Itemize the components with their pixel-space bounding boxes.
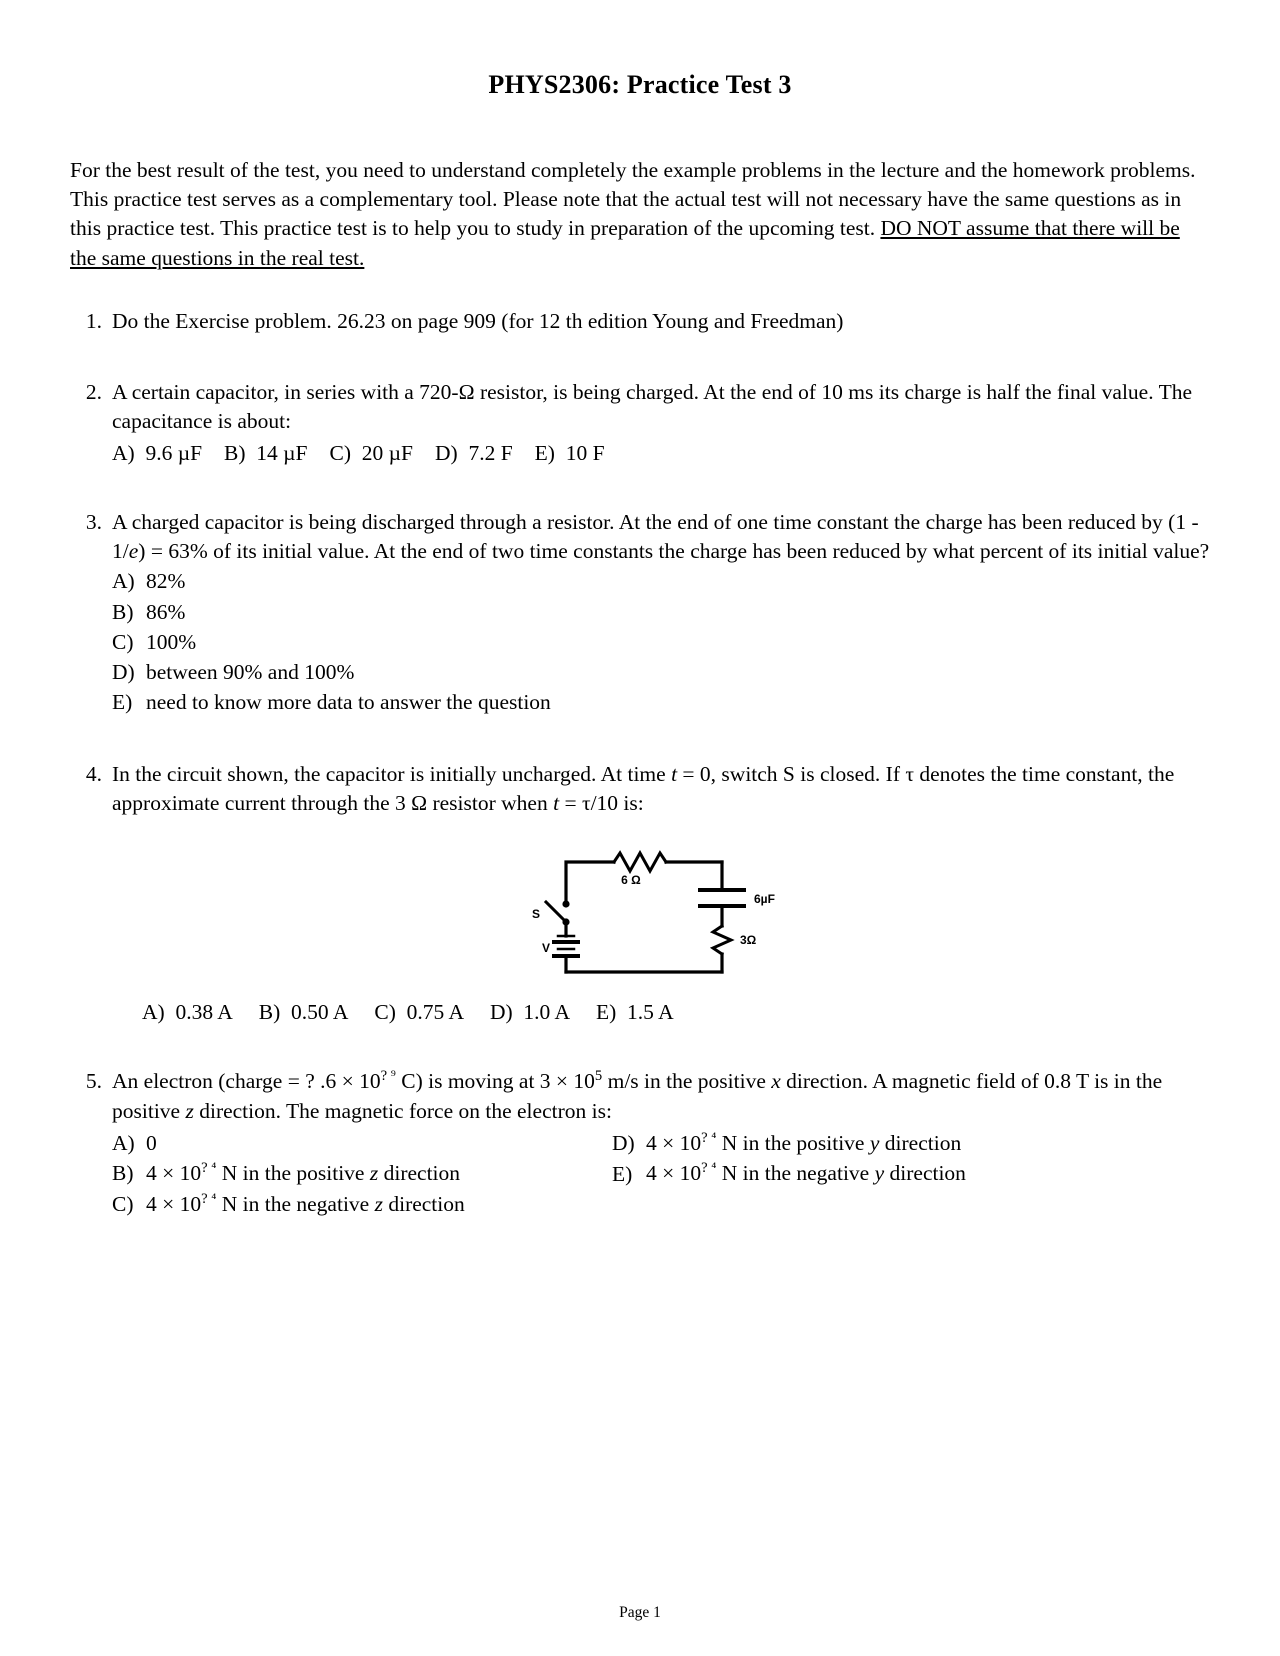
question-5-choice-b[interactable] — [112, 1159, 612, 1188]
question-5-choice-d[interactable] — [612, 1129, 1082, 1158]
question-4-choices — [142, 998, 1210, 1027]
question-5-text — [112, 1067, 1210, 1126]
page-footer: Page 1 — [619, 1604, 661, 1621]
question-4-variable-t-1: t — [671, 761, 678, 786]
choice-value-post: N in the positive — [716, 1131, 870, 1156]
choice-value-tail: direction — [879, 1131, 962, 1156]
choice-exponent: ? ⁴ — [701, 1160, 717, 1177]
choice-axis-variable: z — [374, 1191, 383, 1216]
choice-label: C) — [112, 629, 134, 654]
choice-label: A) — [112, 440, 135, 465]
circuit-label-switch-s: S — [532, 906, 541, 921]
question-5-number: 5. — [85, 1069, 102, 1094]
choice-label: D) — [112, 660, 135, 685]
choice-value-tail: direction — [884, 1161, 966, 1186]
question-5-seg1: An electron (charge = ? .6 × 10 — [112, 1069, 381, 1094]
question-4-number: 4. — [85, 761, 102, 786]
question-5-variable-z: z — [185, 1098, 194, 1123]
choice-value: 100% — [146, 629, 197, 654]
question-3-text-part2: ) = 63% of its initial value. At the end of two time constants the charge has been reduced by what percent of its initial value? — [138, 539, 1210, 564]
question-2-choice-e[interactable] — [535, 439, 605, 468]
choice-label: D) — [612, 1131, 635, 1156]
question-5-choices — [112, 1128, 1210, 1219]
question-3-choice-d[interactable] — [112, 658, 1210, 687]
choice-axis-variable: z — [369, 1161, 379, 1186]
choice-label: B) — [224, 440, 246, 465]
circuit-label-capacitor-6-uf: 6µF — [754, 891, 775, 906]
circuit-label-battery-v: V — [542, 940, 551, 955]
question-4-variable-t-2: t — [553, 790, 560, 815]
intro-text: For the best result of the test, you need to understand completely the example problems in the lecture and the homework problems. This practice test serves as a complementary tool. Please note that the actual test will not necessary have the same questions as in this practice test. This practice test is to help you to study in preparation of the upcoming test. — [70, 158, 1196, 241]
question-4-seg2: = 0, switch S is closed. If τ denotes the time constant, the approximate current through the 3 Ω resistor when — [112, 761, 1175, 815]
question-4-seg3: = τ/10 is: — [559, 790, 644, 815]
question-3-choice-c[interactable] — [112, 628, 1210, 657]
choice-label: A) — [112, 569, 135, 594]
choice-axis-variable: y — [874, 1161, 885, 1186]
question-5-choice-e[interactable] — [612, 1159, 1082, 1188]
question-4-text — [112, 760, 1210, 818]
choice-label: E) — [612, 1161, 633, 1186]
intro-paragraph — [70, 156, 1210, 273]
question-2-choices — [112, 439, 1210, 468]
page-title: PHYS2306: Practice Test 3 — [488, 70, 792, 99]
question-1-number: 1. — [85, 308, 102, 333]
choice-label: A) — [112, 1131, 135, 1156]
choice-value: 1.5 A — [627, 1000, 674, 1025]
question-5 — [85, 1067, 1210, 1219]
choice-label: E) — [112, 690, 133, 715]
intro-underlined-warning: DO NOT assume that there will be the same questions in the real test. — [70, 216, 1180, 270]
question-5-variable-x: x — [771, 1069, 781, 1094]
question-3-text-part1: A charged capacitor is being discharged through a resistor. At the end of one time constant the charge has been reduced by (1 - 1/ — [112, 509, 1199, 564]
choice-label: C) — [329, 440, 352, 465]
choice-value-pre: 4 × 10 — [146, 1191, 202, 1216]
question-2-text: A certain capacitor, in series with a 720-Ω resistor, is being charged. At the end of 10 ms its charge is half the final value. The capacitance is about: — [112, 380, 1192, 434]
choice-label: E) — [534, 440, 555, 465]
question-3-choice-a[interactable] — [112, 567, 1210, 596]
question-2-choice-a[interactable] — [112, 439, 202, 468]
choice-label: A) — [142, 1000, 165, 1025]
choice-value: 1.0 A — [523, 1000, 570, 1025]
question-5-choices-right-column — [612, 1128, 1082, 1189]
choice-value: need to know more data to answer the question — [146, 690, 551, 715]
circuit-diagram-container — [112, 844, 1210, 992]
question-5-choices-left-column — [112, 1128, 612, 1219]
choice-label: B) — [112, 1161, 134, 1186]
choice-value: 10 F — [565, 440, 605, 465]
choice-value: 14 µF — [256, 440, 308, 465]
choice-label: C) — [112, 1191, 134, 1216]
question-4-seg1: In the circuit shown, the capacitor is initially uncharged. At time — [112, 761, 672, 786]
question-5-choice-c[interactable] — [112, 1190, 612, 1219]
question-2 — [85, 378, 1210, 468]
choice-value-tail: direction — [382, 1191, 465, 1216]
question-3-variable-e: e — [128, 539, 139, 564]
question-3 — [85, 508, 1210, 718]
question-4-choice-a[interactable] — [142, 998, 233, 1027]
question-5-seg4: direction. A magnetic field of 0.8 T is in the positive — [112, 1069, 1163, 1123]
choice-label: E) — [596, 1000, 617, 1025]
question-3-choice-b[interactable] — [112, 598, 1210, 627]
choice-value: 0.38 A — [175, 1000, 233, 1025]
question-2-choice-c[interactable] — [330, 439, 413, 468]
choice-label: D) — [489, 1000, 513, 1025]
question-3-text — [112, 508, 1210, 566]
choice-value: 0.50 A — [291, 1000, 349, 1025]
choice-value: 82% — [146, 569, 186, 594]
choice-value: 20 µF — [361, 440, 414, 465]
choice-exponent: ? ⁴ — [701, 1130, 717, 1147]
questions-list — [0, 307, 1280, 1219]
circuit-label-resistor-3-ohm: 3Ω — [740, 932, 757, 947]
question-5-exponent-2: 5 — [594, 1068, 603, 1085]
question-2-choice-d[interactable] — [435, 439, 513, 468]
choice-value-post: N in the negative — [216, 1191, 375, 1216]
question-5-seg2: C) is moving at 3 × 10 — [395, 1069, 595, 1094]
question-4-choice-b[interactable] — [259, 998, 349, 1027]
question-1-text: Do the Exercise problem. 26.23 on page 909 (for 12 th edition Young and Freedman) — [112, 308, 844, 333]
choice-axis-variable: y — [869, 1131, 880, 1156]
choice-value-pre: 4 × 10 — [646, 1161, 702, 1186]
question-5-choice-a[interactable] — [112, 1129, 612, 1158]
question-2-choice-b[interactable] — [224, 439, 307, 468]
choice-value: 0.75 A — [406, 1000, 464, 1025]
choice-exponent: ? ⁴ — [201, 1190, 217, 1207]
rc-circuit-diagram — [526, 844, 796, 992]
choice-label: B) — [112, 599, 134, 624]
choice-value-tail: direction — [378, 1161, 461, 1186]
question-3-choice-e[interactable] — [112, 688, 1210, 717]
question-3-number: 3. — [85, 509, 102, 534]
question-3-choices — [112, 567, 1210, 717]
circuit-label-resistor-6-ohm: 6 Ω — [621, 872, 641, 887]
choice-value: 7.2 F — [468, 440, 513, 465]
question-1 — [85, 307, 1210, 336]
choice-label: D) — [435, 440, 458, 465]
choice-value-pre: 4 × 10 — [646, 1131, 702, 1156]
question-5-exponent-1: ? ⁹ — [380, 1068, 396, 1085]
choice-value-post: N in the negative — [716, 1161, 875, 1186]
question-5-seg3: m/s in the positive — [602, 1069, 772, 1094]
question-4-choice-e[interactable] — [596, 998, 674, 1027]
choice-exponent: ? ⁴ — [201, 1160, 217, 1177]
question-4-choice-d[interactable] — [490, 998, 570, 1027]
question-2-number: 2. — [85, 380, 102, 405]
choice-value-post: N in the positive — [216, 1161, 370, 1186]
question-4 — [85, 760, 1210, 1028]
choice-label: B) — [258, 1000, 281, 1025]
choice-value: 86% — [146, 599, 186, 624]
choice-label: C) — [374, 1000, 396, 1025]
question-5-seg5: direction. The magnetic force on the electron is: — [193, 1098, 612, 1123]
choice-value: 9.6 µF — [145, 440, 203, 465]
choice-value: 0 — [146, 1131, 157, 1156]
choice-value: between 90% and 100% — [146, 660, 355, 685]
question-4-choice-c[interactable] — [374, 998, 464, 1027]
choice-value-pre: 4 × 10 — [146, 1161, 202, 1186]
